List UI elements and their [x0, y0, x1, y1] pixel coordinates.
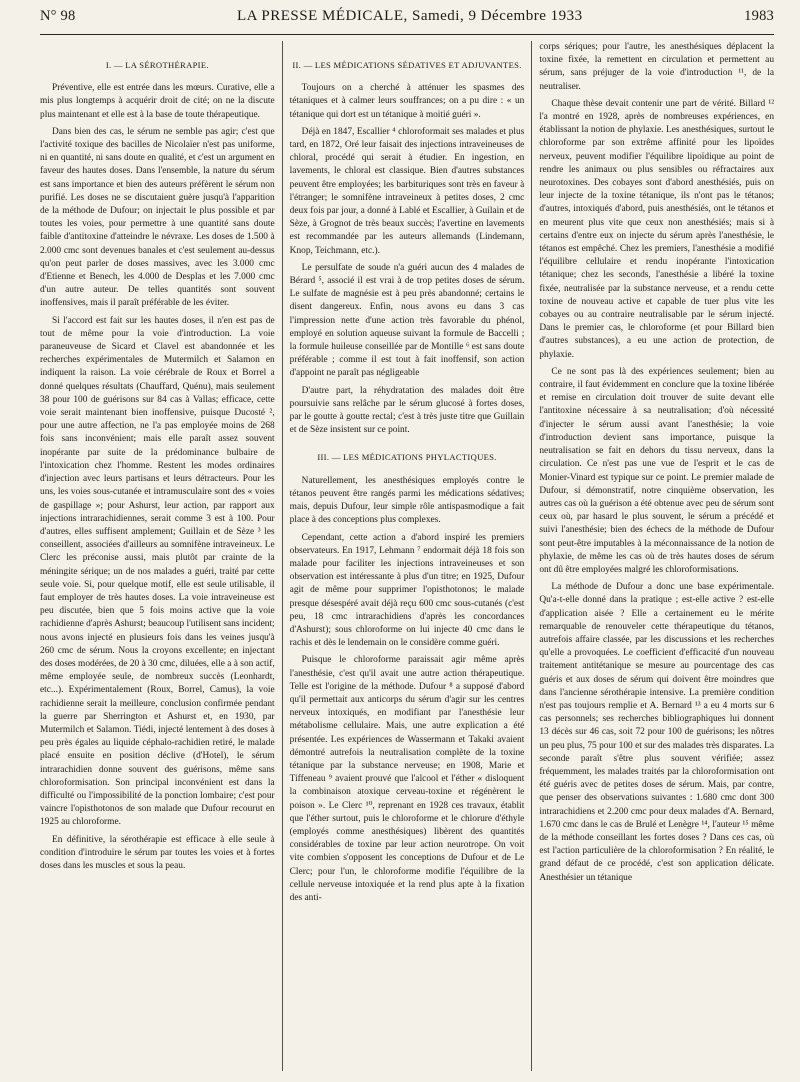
- paragraph: Dans bien des cas, le sérum ne semble pas agir; c'est que l'activité toxique des bacilles de Nicolaïer n'est pas uniforme, ni en quantité, ni sans doute en qualité, et c'est un argument en faveur des hautes doses. Dans l'ensemble, la nature du sérum est sans importance et bien des auteurs préfèrent le sérum non purifié. Les doses ne se discutaient guère jusqu'à l'apparition de la méthode de Dufour; on injectait le plus possible et par toutes les voies, pour permettre à une quantité sans doute faible d'antitoxine d'atteindre le névraxe. Les doses de 1.500 à 2.000 cmc sont devenues banales et c'est seulement au-dessus qu'on peut parler de doses massives, avec les 3.000 cmc d'Etienne et Benech, les 4.000 de Desplas et les 7.000 cmc d'un autre auteur. De telles quantités sont souvent inoffensives, mais il paraît préférable de les éviter.: [40, 126, 275, 309]
- column-3: [531, 41, 774, 1071]
- paragraph: Naturellement, les anesthésiques employés contre le tétanos peuvent être rangés parmi les médications sédatives; mais, depuis Dufour, leur simple rôle antispasmodique a fait place à des conceptions plus complexes.: [289, 475, 525, 526]
- paragraph: La méthode de Dufour a donc une base expérimentale. Qu'a-t-elle donné dans la pratique ; est-elle active ? est-elle d'application aisée ? Elle a certainement eu le mérite remarquable de renouveler cette thérapeutique du tétanos, autrefois affaire classée, par les discussions et les recherches qu'elle a provoquées. Le coefficient d'efficacité d'un nouveau traitement antitétanique se mesure au pourcentage des cas guéris et aux doses de sérum qui doivent être moindres que dans l'ancienne sérothérapie intensive. La première condition n'est pas toujours remplie et A. Bernard ¹³ a eu 4 morts sur 6 cas personnels; ses recherches bibliographiques lui donnent 13 décès sur 46 cas, soit 72 pour 100 de guérisons; les nôtres un peu plus, 75 pour 100 et sur des malades très disparates. La seconde paraît s'être plus souvent vérifiée; assez fréquemment, les malades traités par la chloroformisation ont été guéris avec de petites doses de sérum. Mais, par contre, que penser des observations suivantes : 1.680 cmc dont 300 intrarachidiens et 2.200 cmc pour deux malades d'A. Bernard, 1.670 cmc dans le cas de Brulé et Lenègre ¹⁴, l'auteur ¹⁵ même de la méthode conseillant les fortes doses ? Dans ces cas, où est l'action particulière de la chloroformisation ? En réalité, le grand défaut de ce procédé, c'est son application délicate. Anesthésier un tétanique: [539, 582, 775, 883]
- paragraph: D'autre part, la réhydratation des malades doit être poursuivie sans relâche par le sérum glucosé à fortes doses, par le goutte à goutte rectal; c'est à très juste titre que Guillain et de Sèze insistent sur ce point.: [289, 385, 525, 436]
- paragraph: corps sériques; pour l'autre, les anesthésiques déplacent la toxine fixée, la remettent en circulation et permettent au sérum, sans préjuger de la voie d'introduction ¹¹, de la neutraliser.: [539, 42, 775, 92]
- paragraph: Préventive, elle est entrée dans les mœurs. Curative, elle a mis plus longtemps à acquérir droit de cité; on ne la discute plus maintenant et elle est à la base de toute thérapeutique.: [40, 83, 275, 120]
- page-number: 1983: [744, 8, 774, 24]
- paragraph: Puisque le chloroforme paraissait agir même après l'anesthésie, c'est qu'il avait une autre action thérapeutique. Telle est l'origine de la méthode. Dufour ⁸ a supposé d'abord qu'il permettait aux anticorps du sérum d'agir sur les centres nerveux intoxiqués, en modifiant par l'anesthésie leur métabolisme cellulaire. Mais, une autre explication a été présentée. Les expériences de Wassermann et Takaki avaient démontré autrefois la neutralisation complète de la toxine tétanique par la substance nerveuse; en 1908, Marie et Tiffeneau ⁹ avaient prouvé que l'alcool et l'éther « disloquent la combinaison atoxique cerveau-toxine et régénèrent le poison ». Le Clerc ¹⁰, reprenant en 1928 ces travaux, établit que l'éther surtout, puis le chloroforme et le chlorure d'éthyle (employés comme anesthésiques) libèrent des quantités considérables de toxine par leur action neurotrope. On voit vite combien s'opposent les conceptions de Dufour et de Le Clerc; pour l'un, le chloroforme modifie l'équilibre de la cellule nerveuse intoxiquée et la rend plus apte à la fixation des anti-: [289, 655, 525, 903]
- column-2: [282, 41, 532, 1071]
- paragraph: Toujours on a cherché à atténuer les spasmes des tétaniques et à calmer leurs souffrances; on a pu dire : « un tétanique qui dort est un tétanique à moitié guéri ».: [289, 83, 525, 120]
- section-heading-sedatives: II. — LES MÉDICATIONS SÉDATIVES ET ADJUVANTES.: [292, 60, 522, 70]
- article-columns: [40, 41, 774, 1071]
- page-header: [40, 8, 774, 35]
- paragraph: Chaque thèse devait contenir une part de vérité. Billard ¹² l'a montré en 1928, après de nombreuses expériences, en établissant la notion de phylaxie. Les anesthésiques, surtout le chloroforme par son extrême affinité pour les lipoïdes nerveux, peuvent modifier l'équilibre lipoïdique au point de rendre les animaux ou plus sensibles ou réfractaires aux neurotoxines. Des cobayes sont d'abord anesthésiés, puis on leur injecte de la toxine tétanique, ils n'ont pas le tétanos; d'autres, intoxiqués d'abord, puis anesthésiés, ont le tétanos et en meurent plus vite que ceux non anesthésiés; mais si à certains d'entre eux on injecte du sérum après l'anesthésie, le tétanos est empêché. Chez les premiers, l'anesthésie a modifié l'équilibre cellulaire et rendu inopérante l'intoxication tétanique; chez les seconds, l'anesthésie a libéré la toxine fixée, neutralisée par la substance nerveuse, et a rendu cette toxine de nouveau active et capable de tuer plus vite les cobayes ou au contraire neutralisable par le sérum injecté. Dans le premier cas, le chloroforme (et pour Billard bien d'autres substances), a eu une action de protection, de phylaxie.: [539, 98, 775, 360]
- paragraph: Ce ne sont pas là des expériences seulement; bien au contraire, il faut évidemment en conclure que la toxine libérée et remise en circulation doit trouver de suite devant elle l'antitoxine nécessaire à sa neutralisation; d'où nécessité d'injecter le sérum aussi avant l'anesthésie; la voie d'introduction devient sans importance, puisque la neutralisation se fait en dehors du tissu nerveux, dans la circulation. Ce n'est pas une vue de l'esprit et le cas de Monier-Vinard est typique sur ce point. Le premier malade de Dufour, si démonstratif, notre cinquième observation, les autres cas où la guérison a été obtenue avec peu de sérum sont ceux où, par hasard le plus souvent, le sérum a précédé et suivi l'anesthésie; bien des échecs de la méthode de Dufour sont peut-être imputables à la méconnaissance de la notion de phylaxie, de même les cas où de très hautes doses de sérum ont dû être employées malgré les chloroformisations.: [539, 366, 775, 575]
- column-1: [40, 41, 282, 1071]
- paragraph: Cependant, cette action a d'abord inspiré les premiers observateurs. En 1917, Lehmann ⁷ endormait déjà 18 fois son malade pour faciliter les injections intraveineuses et son observation est intéressante à plus d'un titre; en 1925, Dufour agit de même pour supprimer l'opisthotonos; le malade presque désespéré avait déjà reçu 600 cmc sous-cutanés (c'est peu, 18 cmc intrarachidiens d'après les concordances d'Ashurst); sous chloroforme on lui injecte 40 cmc dans le rachis et dès le lendemain on le considère comme guéri.: [289, 532, 525, 649]
- paragraph: En définitive, la sérothérapie est efficace à elle seule à condition d'introduire le sérum par toutes les voies et à fortes doses dans les muscles et sous la peau.: [40, 834, 275, 871]
- section-heading-phylactic: III. — LES MÉDICATIONS PHYLACTIQUES.: [317, 452, 497, 463]
- running-title: LA PRESSE MÉDICALE, Samedi, 9 Décembre 1933: [236, 8, 583, 24]
- paragraph: Si l'accord est fait sur les hautes doses, il n'en est pas de tout de même pour la voie d'introduction. La voie paraneuveuse de Sicard et Clavel est abandonnée et les recherches expérimentales de Mutermilch et Salamon en indiquent la raison. La voie cérébrale de Roux et Borrel a donné quelques résultats (Chauffard, Quénu), mais seulement 38 pour 100 de guérisons sur 84 cas à Vallas; efficace, cette voie serait maintenant bien inoffensive, puisque Ducosté ², pour une autre affection, ne l'a pas employée moins de 268 fois sans inconvénient; mais elle paraît assez souvent inopérante par suite de la prédominance bulbaire de l'intoxication chez l'homme. Restent les modes ordinaires d'injection avec leurs partisans et leurs détracteurs. Pour les uns, les voies sous-cutanée et intramusculaire sont des « voies de gaspillage »; pour Ashurst, leur action, par rapport aux injections intrarachidiennes, serait comme 3 est à 100. Pour d'autres, elles suffisent amplement; Guillain et de Sèze ³ les conseillent, associées d'ailleurs au somnifène intraveineux. Le Clerc les préconise aussi, mais plutôt par crainte de la méningite sérique; un de nos malades a guéri, traité par cette seule voie. Si, pour quelque motif, elle est seule utilisable, il faut employer de très hautes doses. La voie intraveineuse est peu discutée, bien que 5 fois moins active que la voie rachidienne d'après Ashurst; beaucoup l'utilisent sans incident; nous avons injecté en plusieurs fois dans les veines jusqu'à 260 cmc de sérum. Nous la croyons excellente; en injectant des doses modérées, de 20 à 30 cmc, diluées, elle a à son actif, même employée seule, de nombreux succès (Leonhardt, etc...). Expérimentalement (Roux, Borrel, Camus), la voie rachidienne serait la meilleure, conclusion confirmée pendant la guerre par Sherrington et Ashurst et, en 1930, par Mutermilch et Salamon. Tiédi, injecté lentement à des doses à peu près égales au liquide céphalo-rachidien retiré, le malade placé ensuite en position déclive (d'Hotel), le sérum intrarachidien donne souvent des guérisons, même sans chloroformisation. Son principal inconvénient est dans la difficulté ou l'impossibilité de la ponction lombaire; c'est pour vaincre l'opisthotonos de son malade que Dufour recourut en 1925 au chloroforme.: [40, 315, 275, 828]
- paragraph: Le persulfate de soude n'a guéri aucun des 4 malades de Bérard ⁵, associé il est vrai à de trop petites doses de sérum. Le sulfate de magnésie est à peu près abandonné; certains le disent dangereux. Enfin, nous avons eu dans 3 cas l'impression nette d'une action très favorable du phénol, employé en solution aqueuse suivant la formule de Baccelli ; la formule huileuse conseillée par de Montille ⁶ est sans doute préférable ; comme il est tout à fait inoffensif, son action d'appoint ne paraît pas négligeable: [289, 262, 525, 379]
- issue-number: N° 98: [40, 8, 76, 24]
- paragraph: Déjà en 1847, Escallier ⁴ chloroformait ses malades et plus tard, en 1872, Oré leur faisait des injections intraveineuses de chloral, procédé qui serait à étudier. En ingestion, en lavements, le chloral est classique. Bien d'autres substances peuvent être employées; les barbituriques sont très en faveur à l'étranger; le somnifène intraveineux à petites doses, 2 cmc deux fois par jour, a donné à Lablé et Escallier, à Guilain et de Sèze, à Grognot de très beaux succès; l'avertine en lavements est recommandée par les auteurs allemands (Lindemann, Knop, Teichmann, etc.).: [289, 126, 525, 256]
- section-heading-serotherapy: I. — LA SÉROTHÉRAPIE.: [105, 60, 209, 70]
